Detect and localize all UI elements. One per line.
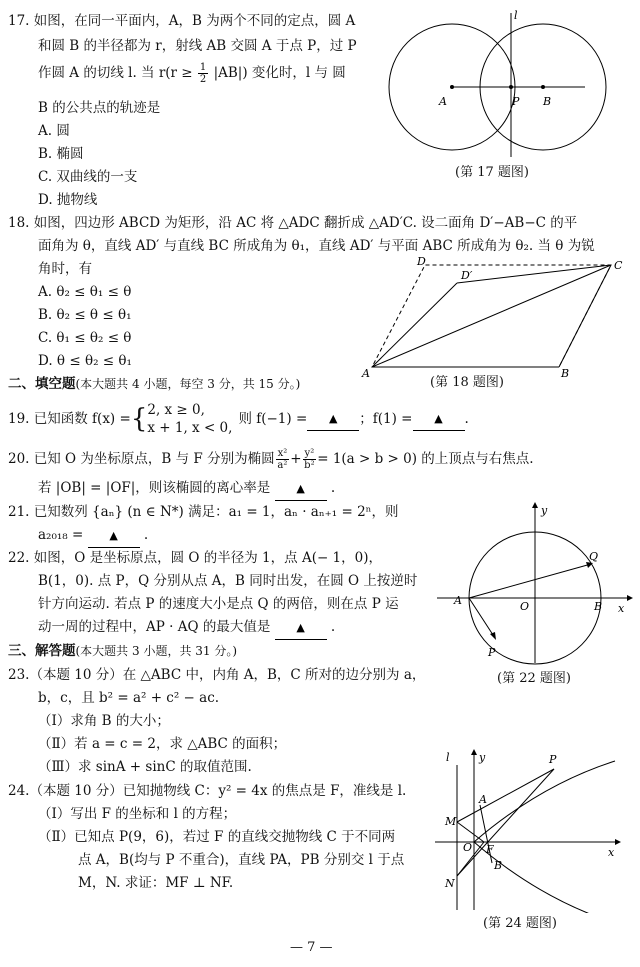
q20-line-2-text: 若 |OB| = |OF|，则该椭圆的离心率是 [38,480,271,496]
q24-label-l: l [446,751,450,764]
q17-point-p [509,85,513,89]
q24-parabola [474,761,615,913]
q21-blank [88,524,140,548]
q22-label-y: y [541,504,548,517]
q18-option-d: D. θ ≤ θ₂ ≤ θ₁ [38,353,132,369]
q24-label-p: P [549,753,557,766]
q18-diagonal-ac [372,265,611,367]
q20-frac-x-num: x² [277,447,288,459]
q23-line-2: b，c，且 b² = a² + c² − ac. [38,690,220,706]
q24-label-x: x [608,846,615,859]
q22-line-4 [38,616,335,640]
section-3-title: 三、解答题 [8,643,76,659]
q18-label-b: B [561,367,570,380]
q22-vector-aq [469,564,591,598]
q22-label-a: A [454,594,462,607]
q19-case-2: x + 1, x < 0, [147,420,233,436]
q22-label-o: O [520,600,530,613]
q24-y-arrow [471,749,477,755]
answer-mark: ▲ [296,482,305,495]
q19-sep: ；f(1) = [359,411,413,427]
q24-label-m: M [445,815,457,828]
page-number: — 7 — [290,940,333,955]
answer-mark: ▲ [296,621,305,634]
section-2-title: 二、填空题 [8,376,76,392]
q18-line-3: 角时，有 [38,261,92,277]
q20-plus: + [290,451,302,467]
q17-option-b: B. 椭圆 [38,146,84,162]
q24-segment-mf [457,822,484,842]
q22-line-4-text: 动一周的过程中，AP · AQ 的最大值是 [38,619,271,635]
q17-line-3 [38,62,346,85]
q22-figure [432,498,637,668]
q17-label-b: B [543,95,552,108]
q19-blank-2 [413,407,465,431]
q22-label-x: x [618,602,625,615]
q17-line-3b: |AB|) 变化时，l 与 圆 [213,65,346,81]
q17-caption: (第 17 题图) [455,165,529,180]
section-3-heading [8,640,237,662]
q22-blank [275,616,327,640]
q22-y-arrow [532,502,538,508]
q19-case-1: 2, x ≥ 0, [147,402,205,418]
q18-line-1: 18. 如图，四边形 ABCD 为矩形，沿 AC 将 △ADC 翻折成 △AD′C. 设二面角 D′−AB−C 的平 [8,215,578,231]
q22-vector-ap-arrow [490,632,496,640]
q24-line-1: 24.（本题 10 分）已知抛物线 C：y² = 4x 的焦点是 F，准线是 l. [8,783,407,799]
q17-option-a: A. 圆 [38,123,70,139]
q24-label-o: O [463,841,473,854]
q20-blank [275,477,327,501]
q22-line-3: 针方向运动. 若点 P 的速度大小是点 Q 的两倍，则在点 P 运 [38,596,399,612]
q18-option-a: A. θ₂ ≤ θ₁ ≤ θ [38,284,132,300]
q17-label-a: A [439,95,447,108]
answer-mark: ▲ [329,412,338,425]
q21-line-1: 21. 已知数列 {aₙ} (n ∈ N*) 满足：a₁ = 1，aₙ · aₙ₊₁ = 2ⁿ，则 [8,504,399,520]
q19-prefix: 19. 已知函数 f(x) = [8,411,131,427]
q23-line-1: 23.（本题 10 分）在 △ABC 中，内角 A，B，C 所对的边分别为 a， [8,667,426,683]
q17-line-4: B 的公共点的轨迹是 [38,100,161,116]
q24-label-y: y [479,751,486,764]
q24-part-2-line-2: 点 A，B(均与 P 不重合)，直线 PA，PB 分别交 l 于点 [78,852,405,868]
q20-frac-y [303,448,317,471]
q24-line-pm [457,769,554,822]
q22-label-b: B [594,600,603,613]
q20-end: . [330,480,336,496]
q19-mid: 则 f(−1) = [238,411,308,427]
q17-line-3a: 作圆 A 的切线 l. 当 r(r ≥ [38,65,193,81]
q20-frac-y-den: b² [304,459,315,471]
q24-part-2-line-3: M，N. 求证：MF ⊥ NF. [78,875,234,891]
q24-caption: (第 24 题图) [483,916,557,931]
q17-figure [385,5,625,160]
q24-label-n: N [445,877,455,890]
q22-caption: (第 22 题图) [497,671,571,686]
q18-option-c: C. θ₁ ≤ θ₂ ≤ θ [38,330,132,346]
q21-line-2 [38,524,148,548]
q18-edge-dprime-c [457,265,611,283]
q23-part-1: （Ⅰ）求角 B 的大小； [38,713,170,729]
q17-label-p: P [512,95,520,108]
q19-cases [147,401,232,437]
q24-label-f: F [486,843,494,856]
q20-frac-y-num: y² [304,447,315,459]
q24-label-b: B [494,859,503,872]
q19-blank-1 [307,407,359,431]
q20-suffix: = 1(a > b > 0) 的上顶点与右焦点. [317,451,534,467]
q18-figure [355,255,635,380]
q24-figure [430,745,625,913]
q18-option-b: B. θ₂ ≤ θ ≤ θ₁ [38,307,132,323]
q22-label-q: Q [589,550,599,563]
q17-line-1: 17. 如图，在同一平面内，A，B 为两个不同的定点，圆 A [8,13,356,29]
q17-point-b [541,85,545,89]
q18-label-c: C [614,259,623,272]
q17-option-d: D. 抛物线 [38,192,98,208]
section-3-note: (本大题共 3 小题，共 31 分。) [75,644,238,658]
q17-line-2: 和圆 B 的半径都为 r，射线 AB 交圆 A 于点 P，过 P [38,38,357,54]
q21-end: . [143,527,149,543]
q20-prefix: 20. 已知 O 为坐标原点，B 与 F 分别为椭圆 [8,451,275,467]
q20-frac-x [276,448,290,471]
q24-part-2-line-1: （Ⅱ）已知点 P(9，6)，若过 F 的直线交抛物线 C 于不同两 [38,829,396,845]
q24-x-arrow [615,839,621,845]
q18-edge-bc [559,265,611,367]
q20-frac-x-den: a² [277,459,288,471]
answer-mark: ▲ [109,529,118,542]
q22-line-1: 22. 如图，O 是坐标原点，圆 O 的半径为 1，点 A(− 1，0)， [8,550,383,566]
q18-edge-ad-prime [372,283,457,367]
q17-point-a [450,85,454,89]
q17-option-c: C. 双曲线的一支 [38,169,138,185]
q17-label-l: l [514,9,518,22]
q19 [8,399,469,439]
q18-label-a: A [362,367,370,380]
q23-part-2: （Ⅱ）若 a = c = 2，求 △ABC 的面积； [38,736,287,752]
q24-line-pn [457,769,554,876]
q24-part-1: （Ⅰ）写出 F 的坐标和 l 的方程； [38,806,237,822]
q22-line-2: B(1，0). 点 P，Q 分别从点 A，B 同时出发，在圆 O 上按逆时 [38,573,418,589]
q22-x-arrow [627,595,633,601]
q20-line-1 [8,443,534,475]
section-2-heading [8,373,300,395]
q22-label-p: P [488,646,496,659]
section-2-note: (本大题共 4 小题，每空 3 分，共 15 分。) [75,377,301,391]
answer-mark: ▲ [434,412,443,425]
q17-frac [198,62,208,85]
q17-frac-den: 2 [199,74,207,85]
q22-vector-ap [469,598,495,638]
q23-part-3: （Ⅲ）求 sinA + sinC 的取值范围. [38,759,252,775]
q18-label-dprime: D′ [461,269,473,282]
q17-frac-num: 1 [199,62,207,73]
q20-line-2 [38,477,335,501]
q18-label-d: D [417,255,426,268]
q19-end: . [464,411,469,427]
q22-end: . [330,619,336,635]
q18-line-2: 面角为 θ，直线 AD′ 与直线 BC 所成角为 θ₁，直线 AD′ 与平面 ABC 所成角为 θ₂. 当 θ 为锐 [38,238,595,254]
q18-caption: (第 18 题图) [430,375,504,390]
q24-label-a: A [479,793,487,806]
q21-line-2-text: a₂₀₁₈ = [38,527,84,543]
q19-brace: { [130,404,148,434]
